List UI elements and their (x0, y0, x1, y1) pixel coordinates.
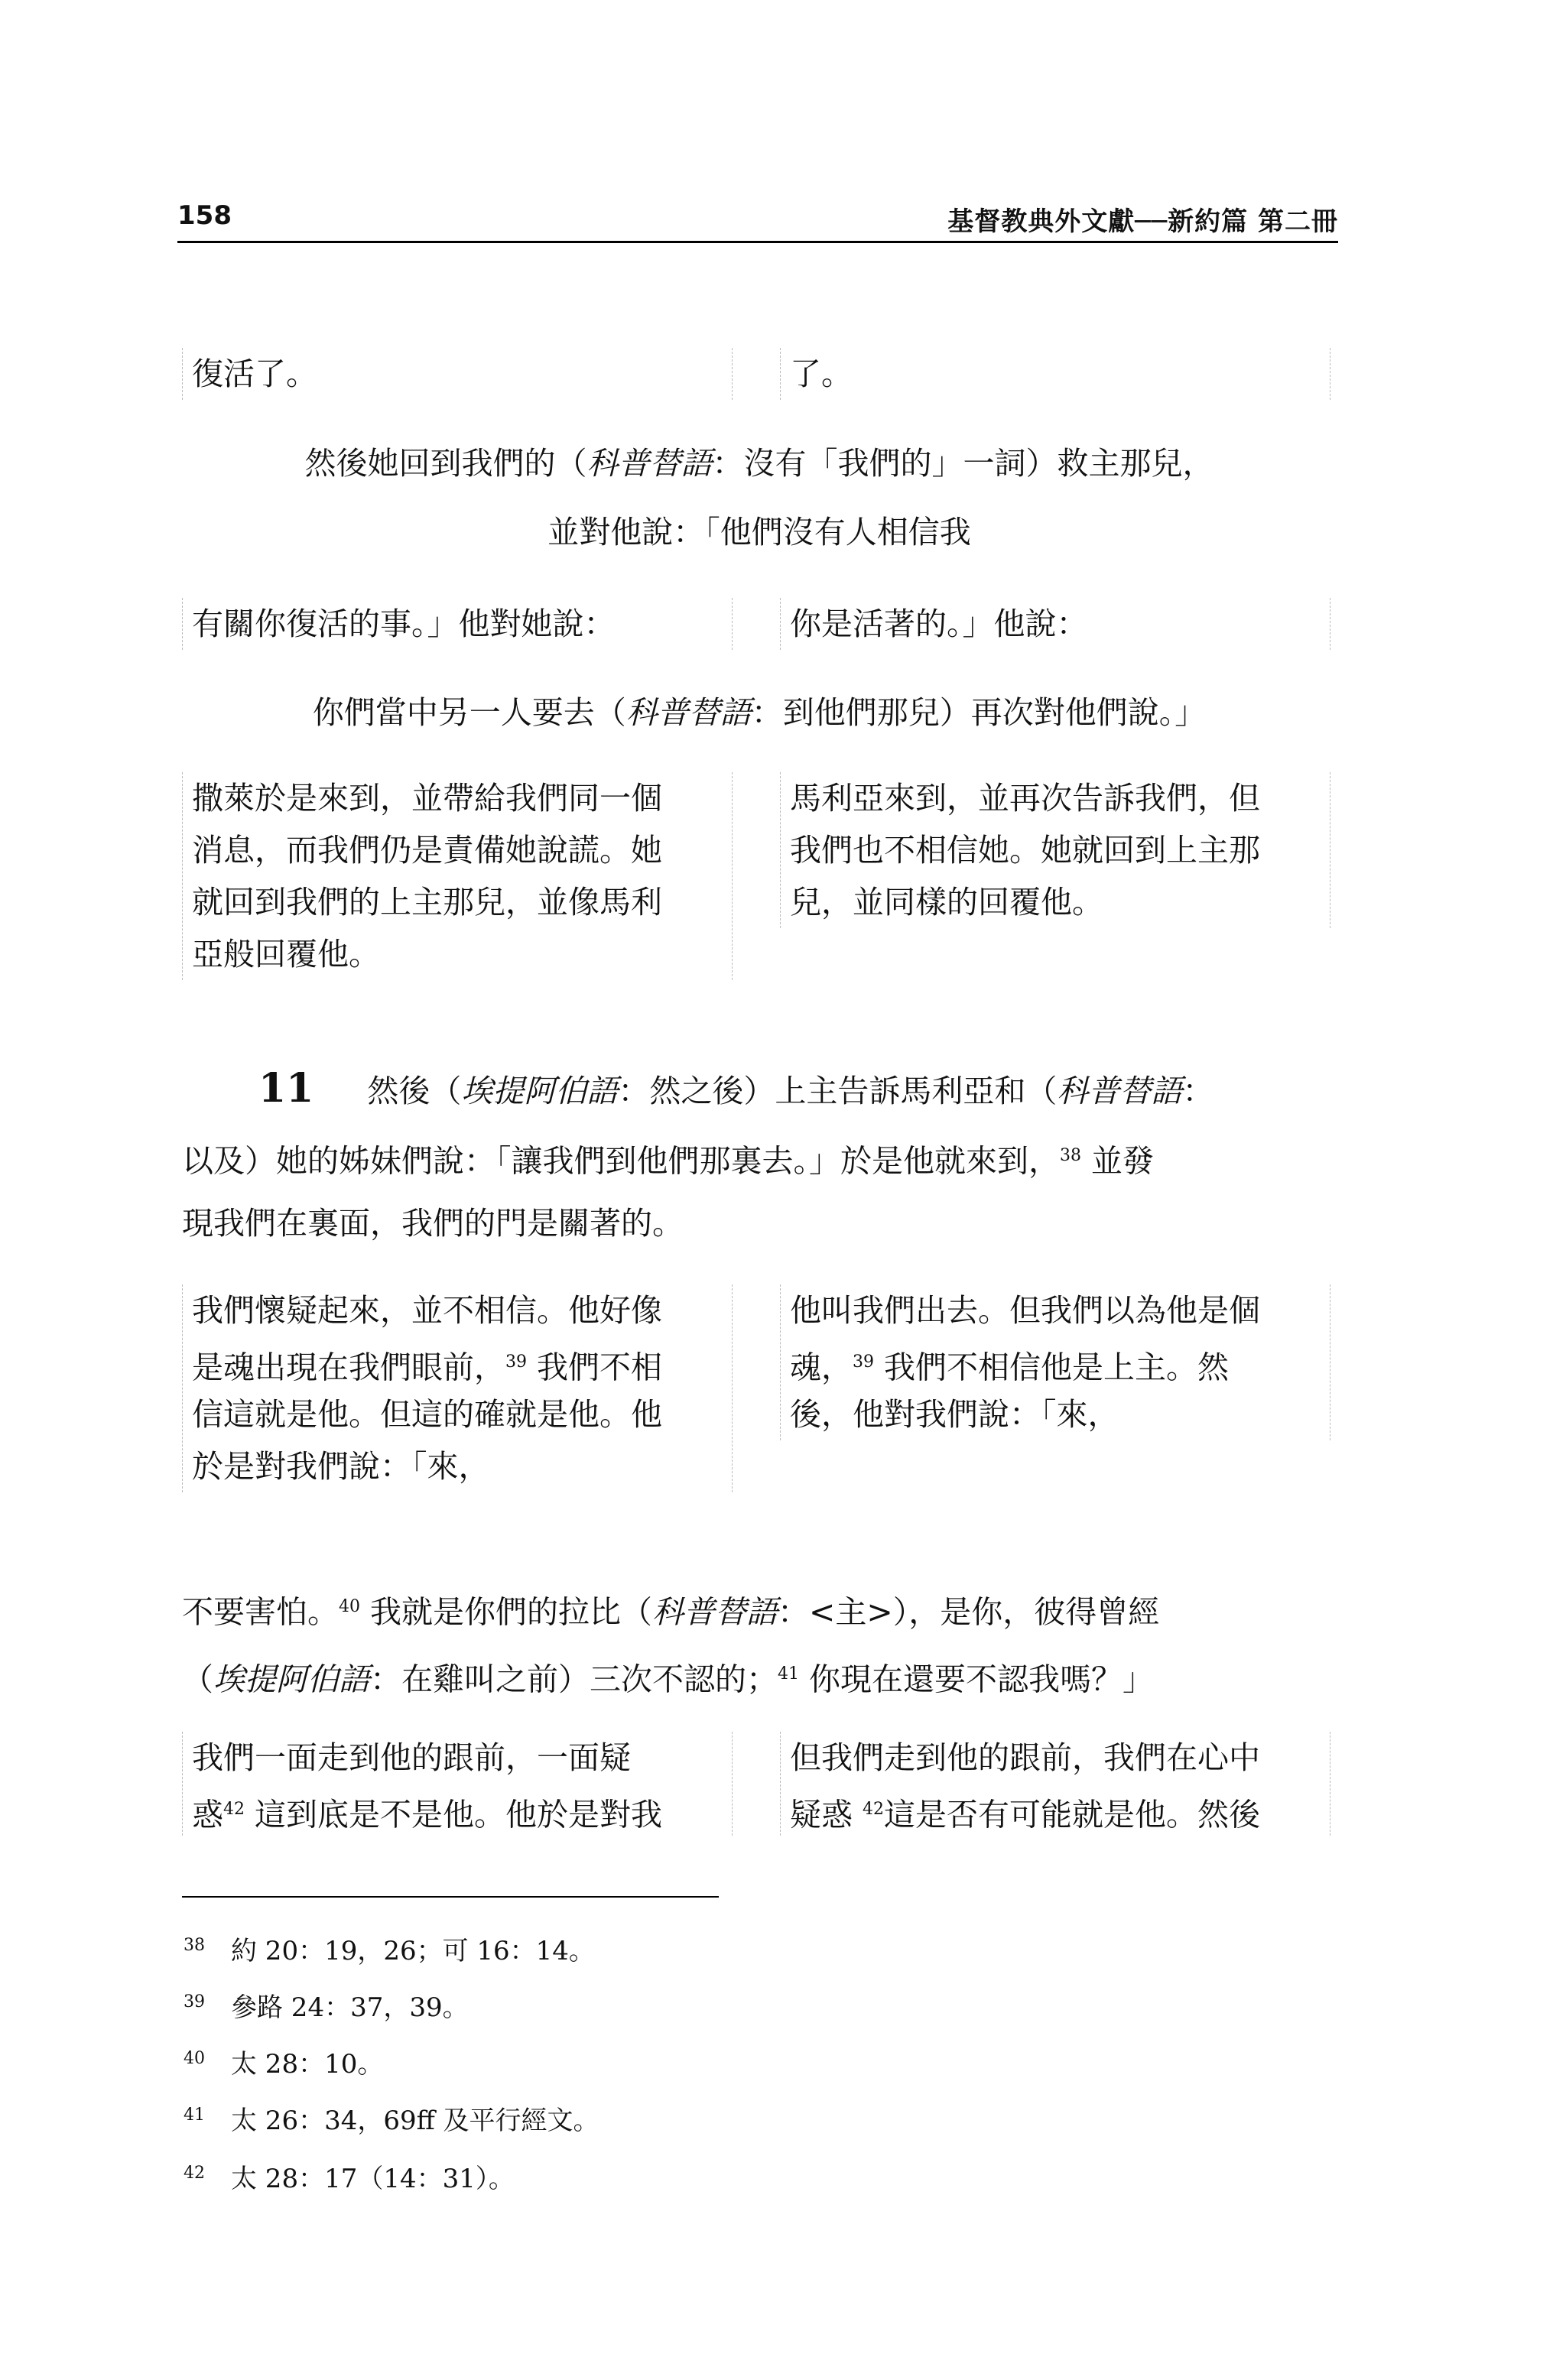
footnote (184, 2099, 599, 2137)
text-span: ： (1182, 1073, 1214, 1109)
text-span: 你們當中另一人要去（ (312, 694, 626, 731)
variant-label: 埃提阿伯語 (461, 1073, 619, 1109)
variant-label: 科普替語 (652, 1593, 778, 1631)
footnote-number: 39 (184, 1992, 205, 2011)
merged-paragraph-line-2: （埃提阿伯語：在雞叫之前）三次不認的；$^{41}$ 你現在還要不認我嗎？」 (182, 1661, 1155, 1698)
footnote-number: 41 (184, 2105, 205, 2125)
right-column (780, 348, 1330, 400)
footnote-ref[interactable]: 42 (863, 1800, 885, 1819)
text-line: 但我們走到他的跟前，我們在心中 (790, 1739, 1260, 1776)
left-column (182, 1284, 733, 1492)
text-span: 然後她回到我們的（ (304, 445, 587, 482)
footnote-ref[interactable]: 42 (223, 1800, 245, 1819)
right-column (780, 1284, 1330, 1440)
text-line: 於是對我們說：「來， (192, 1448, 490, 1485)
section-11-line-3 (182, 1197, 1337, 1249)
footnote-text: 約 20：19，26；可 16：14。 (231, 1936, 595, 1966)
text-line: 後，他對我們說：「來， (790, 1396, 1119, 1433)
right-column (780, 772, 1330, 928)
text-line: 魂，$^{39}$ 我們不相信他是上主。然 (790, 1349, 1230, 1386)
footnote-ref[interactable]: 38 (1060, 1146, 1081, 1165)
left-column (182, 598, 733, 650)
text-line: 就回到我們的上主那兒，並像馬利 (192, 884, 662, 921)
text-span: ：到他們那兒）再次對他們說。」 (751, 694, 1207, 731)
footnote-number: 38 (184, 1935, 205, 1955)
text-line: 馬利亞來到，並再次告訴我們，但 (790, 780, 1260, 817)
footnote-text: 太 28：17（14：31）。 (231, 2164, 515, 2194)
text-span: ：沒有「我們的」一詞）救主那兒， (712, 445, 1214, 482)
text-line: 亞般回覆他。 (192, 936, 380, 972)
footnote-text: 太 28：10。 (231, 2049, 384, 2080)
footnote-number: 42 (184, 2163, 205, 2183)
text-line: 撒萊於是來到，並帶給我們同一個 (192, 780, 662, 817)
running-title: 基督教典外文獻──新約篇 第二冊 (947, 206, 1338, 237)
text-line: 惑$^{42}$ 這到底是不是他。他於是對我 (192, 1796, 663, 1833)
merged-paragraph-line-1: 不要害怕。$^{40}$ 我就是你們的拉比（科普替語：<主>），是你，彼得曾經 (182, 1593, 1160, 1631)
footnote (184, 2158, 515, 2195)
merged-passage-line (182, 687, 1337, 739)
text-line: 他叫我們出去。但我們以為他是個 (790, 1292, 1260, 1329)
footnote-text: 太 26：34，69ff 及平行經文。 (231, 2106, 599, 2136)
footnote-number: 40 (184, 2048, 205, 2068)
text-line: 疑惑 $^{42}$這是否有可能就是他。然後 (790, 1796, 1261, 1833)
footnote (184, 1930, 595, 1967)
page-number: 158 (177, 200, 232, 231)
text-span: 然後（ (367, 1073, 462, 1109)
footnote (184, 2043, 383, 2080)
footnote-text: 參路 24：37，39。 (231, 1992, 469, 2023)
footnote (184, 1986, 469, 2024)
footnote-ref[interactable]: 40 (339, 1597, 360, 1616)
text-span: 並對他說：「他們沒有人相信我 (547, 514, 971, 550)
left-column (182, 1732, 733, 1836)
right-column (780, 1732, 1330, 1836)
merged-passage-line (182, 437, 1337, 489)
variant-label: 科普替語 (625, 694, 752, 731)
merged-passage-line (182, 506, 1337, 558)
text-line: 你是活著的。」他說： (790, 606, 1088, 642)
left-column (182, 348, 733, 400)
footnote-rule (182, 1896, 719, 1898)
variant-label: 科普替語 (1057, 1073, 1183, 1109)
text-line: 我們也不相信她。她就回到上主那 (790, 832, 1260, 869)
footnote-ref[interactable]: 39 (853, 1352, 874, 1372)
text-line: 我們一面走到他的跟前，一面疑 (192, 1739, 631, 1776)
footnote-ref[interactable]: 41 (778, 1664, 799, 1684)
section-11-line-2 (182, 1130, 1337, 1187)
text-line: 兒，並同樣的回覆他。 (790, 884, 1103, 921)
section-number: 11 (258, 1065, 314, 1112)
text-line: 了。 (790, 356, 853, 392)
text-span: 以及）她的姊妹們說：「讓我們到他們那裏去。」於是他就來到， (182, 1142, 1060, 1180)
variant-label: 科普替語 (586, 445, 713, 482)
text-line: 我們懷疑起來，並不相信。他好像 (192, 1292, 662, 1329)
right-column (780, 598, 1330, 650)
text-line: 有關你復活的事。」他對她說： (192, 606, 616, 642)
variant-label: 埃提阿伯語 (213, 1661, 370, 1698)
section-11-line-1 (182, 1063, 1337, 1117)
text-span: 現我們在裏面，我們的門是關著的。 (182, 1205, 684, 1242)
text-span: 並發 (1081, 1142, 1155, 1180)
text-line: 復活了。 (192, 356, 317, 392)
text-line: 是魂出現在我們眼前，$^{39}$ 我們不相 (192, 1349, 663, 1386)
header-rule (177, 241, 1338, 243)
text-line: 消息，而我們仍是責備她說謊。她 (192, 832, 662, 869)
left-column (182, 772, 733, 980)
footnote-ref[interactable]: 39 (505, 1352, 527, 1372)
text-line: 信這就是他。但這的確就是他。他 (192, 1396, 662, 1433)
text-span: ：然之後）上主告訴馬利亞和（ (618, 1073, 1058, 1109)
